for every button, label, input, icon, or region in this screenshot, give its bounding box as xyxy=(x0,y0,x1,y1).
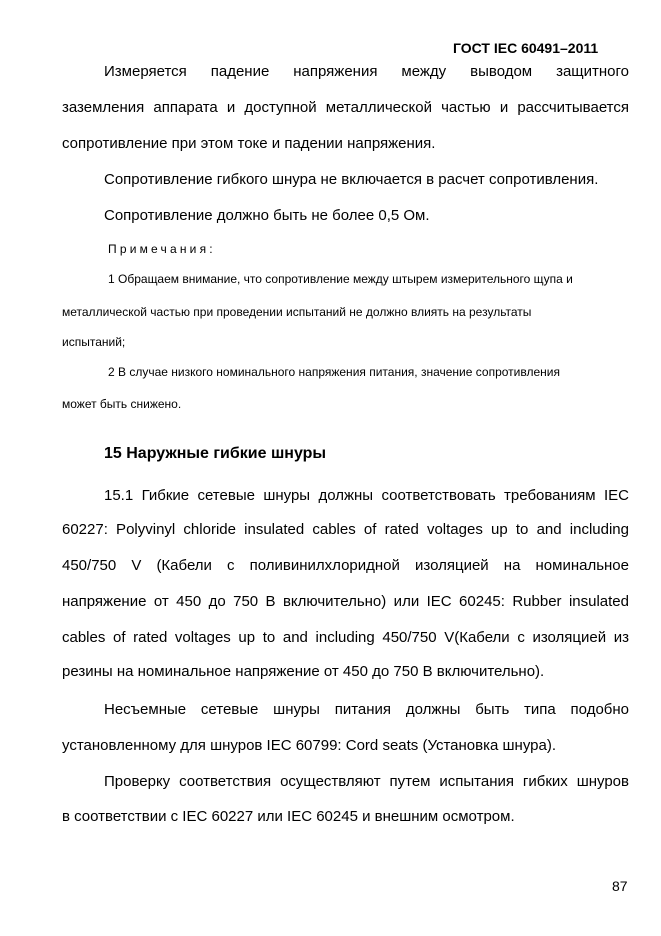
page-number: 87 xyxy=(612,878,628,894)
paragraph-line: Сопротивление гибкого шнура не включается в расчет сопротивления. xyxy=(104,171,599,188)
paragraph-line: 450/750 V (Кабели с поливинилхлоридной изоляцией на номинальное xyxy=(62,557,629,574)
paragraph-line: сопротивление при этом токе и падении напряжения. xyxy=(62,135,436,152)
note-line: 2 В случае низкого номинального напряжения питания, значение сопротивления xyxy=(108,365,560,379)
paragraph-line: 15.1 Гибкие сетевые шнуры должны соответствовать требованиям IEC xyxy=(104,487,629,504)
paragraph-line: Сопротивление должно быть не более 0,5 Ом. xyxy=(104,207,430,224)
notes-title: Примечания: xyxy=(108,242,216,256)
paragraph-line: заземления аппарата и доступной металлической частью и рассчитывается xyxy=(62,99,629,116)
paragraph-line: Несъемные сетевые шнуры питания должны быть типа подобно xyxy=(104,701,629,718)
document-header: ГОСТ IEC 60491–2011 xyxy=(453,40,599,56)
paragraph-line: резины на номинальное напряжение от 450 до 750 В включительно). xyxy=(62,663,545,680)
note-line: может быть снижено. xyxy=(62,397,182,411)
paragraph-line: Измеряется падение напряжения между выводом защитного xyxy=(104,63,629,80)
section-heading: 15 Наружные гибкие шнуры xyxy=(104,445,327,462)
note-line: металлической частью при проведении испытаний не должно влиять на результаты xyxy=(62,305,532,319)
paragraph-line: в соответствии с IEC 60227 или IEC 60245 и внешним осмотром. xyxy=(62,808,515,825)
note-line: испытаний; xyxy=(62,335,126,349)
paragraph-line: Проверку соответствия осуществляют путем испытания гибких шнуров xyxy=(104,773,629,790)
paragraph-line: cables of rated voltages up to and including 450/750 V(Кабели с изоляцией из xyxy=(62,629,629,646)
paragraph-line: 60227: Polyvinyl chloride insulated cables of rated voltages up to and including xyxy=(62,521,629,538)
note-line: 1 Обращаем внимание, что сопротивление между штырем измерительного щупа и xyxy=(108,272,573,286)
paragraph-line: напряжение от 450 до 750 В включительно) или IEC 60245: Rubber insulated xyxy=(62,593,629,610)
paragraph-line: установленному для шнуров IEC 60799: Cord seats (Установка шнура). xyxy=(62,737,557,754)
